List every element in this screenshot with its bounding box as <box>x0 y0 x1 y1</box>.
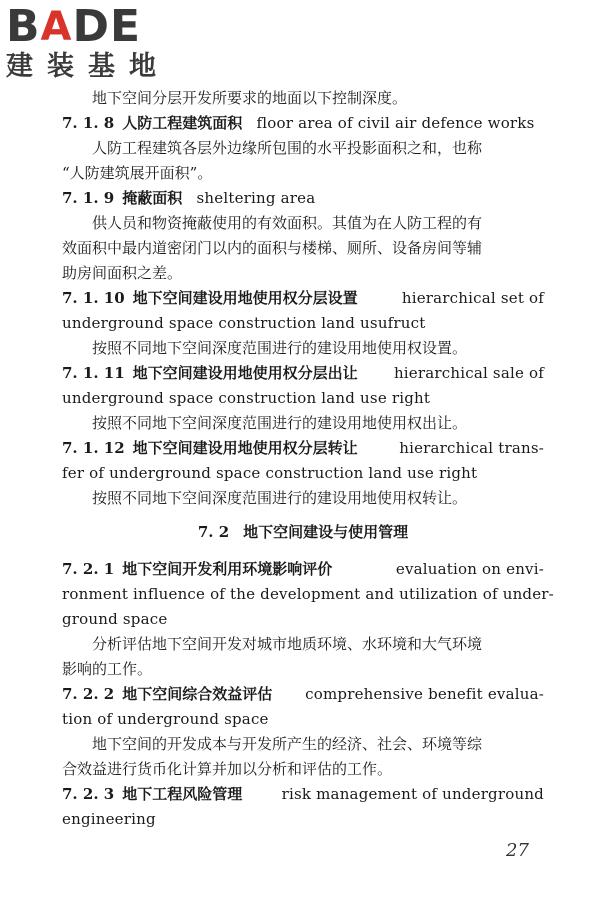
paragraph-line: 按照不同地下空间深度范围进行的建设用地使用权设置。 <box>92 339 468 357</box>
entry-english: sheltering area <box>196 189 316 207</box>
paragraph-line: fer of underground space construction land use right <box>62 464 478 482</box>
entry-english: evaluation on envi- <box>395 560 544 578</box>
logo-letter-a: A <box>40 4 73 50</box>
paragraph-line: 效面积中最内道密闭门以内的面积与楼梯、厕所、设备房间等辅 <box>62 239 483 257</box>
paragraph-line: 助房间面积之差。 <box>62 264 183 282</box>
entry-7-1-10 <box>62 286 544 311</box>
document-body <box>62 86 554 832</box>
entry-7-2-2 <box>62 682 544 707</box>
entry-number: 7. 1. 10 <box>62 289 125 307</box>
paragraph-line: 合效益进行货币化计算并加以分析和评估的工作。 <box>62 760 393 778</box>
paragraph-line: 供人员和物资掩蔽使用的有效面积。其值为在人防工程的有 <box>92 214 483 232</box>
logo-subtitle: 建装基地 <box>6 51 170 82</box>
entry-english: floor area of civil air defence works <box>256 114 535 132</box>
entry-term: 地下空间开发利用环境影响评价 <box>122 560 333 578</box>
entry-number: 7. 2. 2 <box>62 685 115 703</box>
entry-term: 地下空间建设用地使用权分层转让 <box>132 439 358 457</box>
paragraph-line: 影响的工作。 <box>62 660 153 678</box>
paragraph-line: ground space <box>62 610 168 628</box>
entry-term: 地下空间建设用地使用权分层设置 <box>132 289 358 307</box>
entry-number: 7. 2. 1 <box>62 560 115 578</box>
entry-english: hierarchical sale of <box>393 364 544 382</box>
paragraph-line: ronment influence of the development and utilization of under- <box>62 585 554 603</box>
entry-english: hierarchical trans- <box>399 439 544 457</box>
entry-7-1-9 <box>62 186 544 211</box>
logo-wordmark <box>6 1 181 52</box>
entry-number: 7. 1. 9 <box>62 189 115 207</box>
paragraph-line: 按照不同地下空间深度范围进行的建设用地使用权转让。 <box>92 489 468 507</box>
paragraph-line: “人防建筑展开面积”。 <box>62 164 213 182</box>
paragraph-line: tion of underground space <box>62 710 269 728</box>
paragraph-line: 按照不同地下空间深度范围进行的建设用地使用权出让。 <box>92 414 468 432</box>
entry-term: 掩蔽面积 <box>122 189 183 207</box>
entry-number: 7. 2. 3 <box>62 785 115 803</box>
paragraph-line: 地下空间的开发成本与开发所产生的经济、社会、环境等综 <box>92 735 483 753</box>
entry-english: hierarchical set of <box>401 289 544 307</box>
entry-7-1-11 <box>62 361 544 386</box>
entry-term: 人防工程建筑面积 <box>122 114 243 132</box>
entry-7-1-8 <box>62 111 544 136</box>
entry-7-1-12 <box>62 436 544 461</box>
logo-letter-b: B <box>6 1 41 52</box>
paragraph-line: underground space construction land use right <box>62 389 431 407</box>
entry-number: 7. 1. 12 <box>62 439 125 457</box>
section-title: 地下空间建设与使用管理 <box>243 523 409 541</box>
entry-term: 地下空间综合效益评估 <box>122 685 273 703</box>
site-logo <box>6 1 181 82</box>
entry-english: comprehensive benefit evalua- <box>305 685 544 703</box>
entry-term: 地下空间建设用地使用权分层出让 <box>132 364 358 382</box>
section-heading-7-2 <box>62 519 544 545</box>
paragraph-line: 地下空间分层开发所要求的地面以下控制深度。 <box>92 89 408 107</box>
entry-english: risk management of underground <box>281 785 544 803</box>
paragraph-line: 分析评估地下空间开发对城市地质环境、水环境和大气环境 <box>92 635 483 653</box>
logo-letters-de: DE <box>72 1 142 52</box>
entry-term: 地下工程风险管理 <box>122 785 243 803</box>
paragraph-line: underground space construction land usufruct <box>62 314 426 332</box>
page-number: 27 <box>506 840 529 861</box>
entry-7-2-3 <box>62 782 544 807</box>
entry-7-2-1 <box>62 557 544 582</box>
section-number: 7. 2 <box>197 523 230 541</box>
entry-number: 7. 1. 8 <box>62 114 115 132</box>
paragraph-line: 人防工程建筑各层外边缘所包围的水平投影面积之和，也称 <box>92 139 483 157</box>
entry-number: 7. 1. 11 <box>62 364 125 382</box>
paragraph-line: engineering <box>62 810 156 828</box>
